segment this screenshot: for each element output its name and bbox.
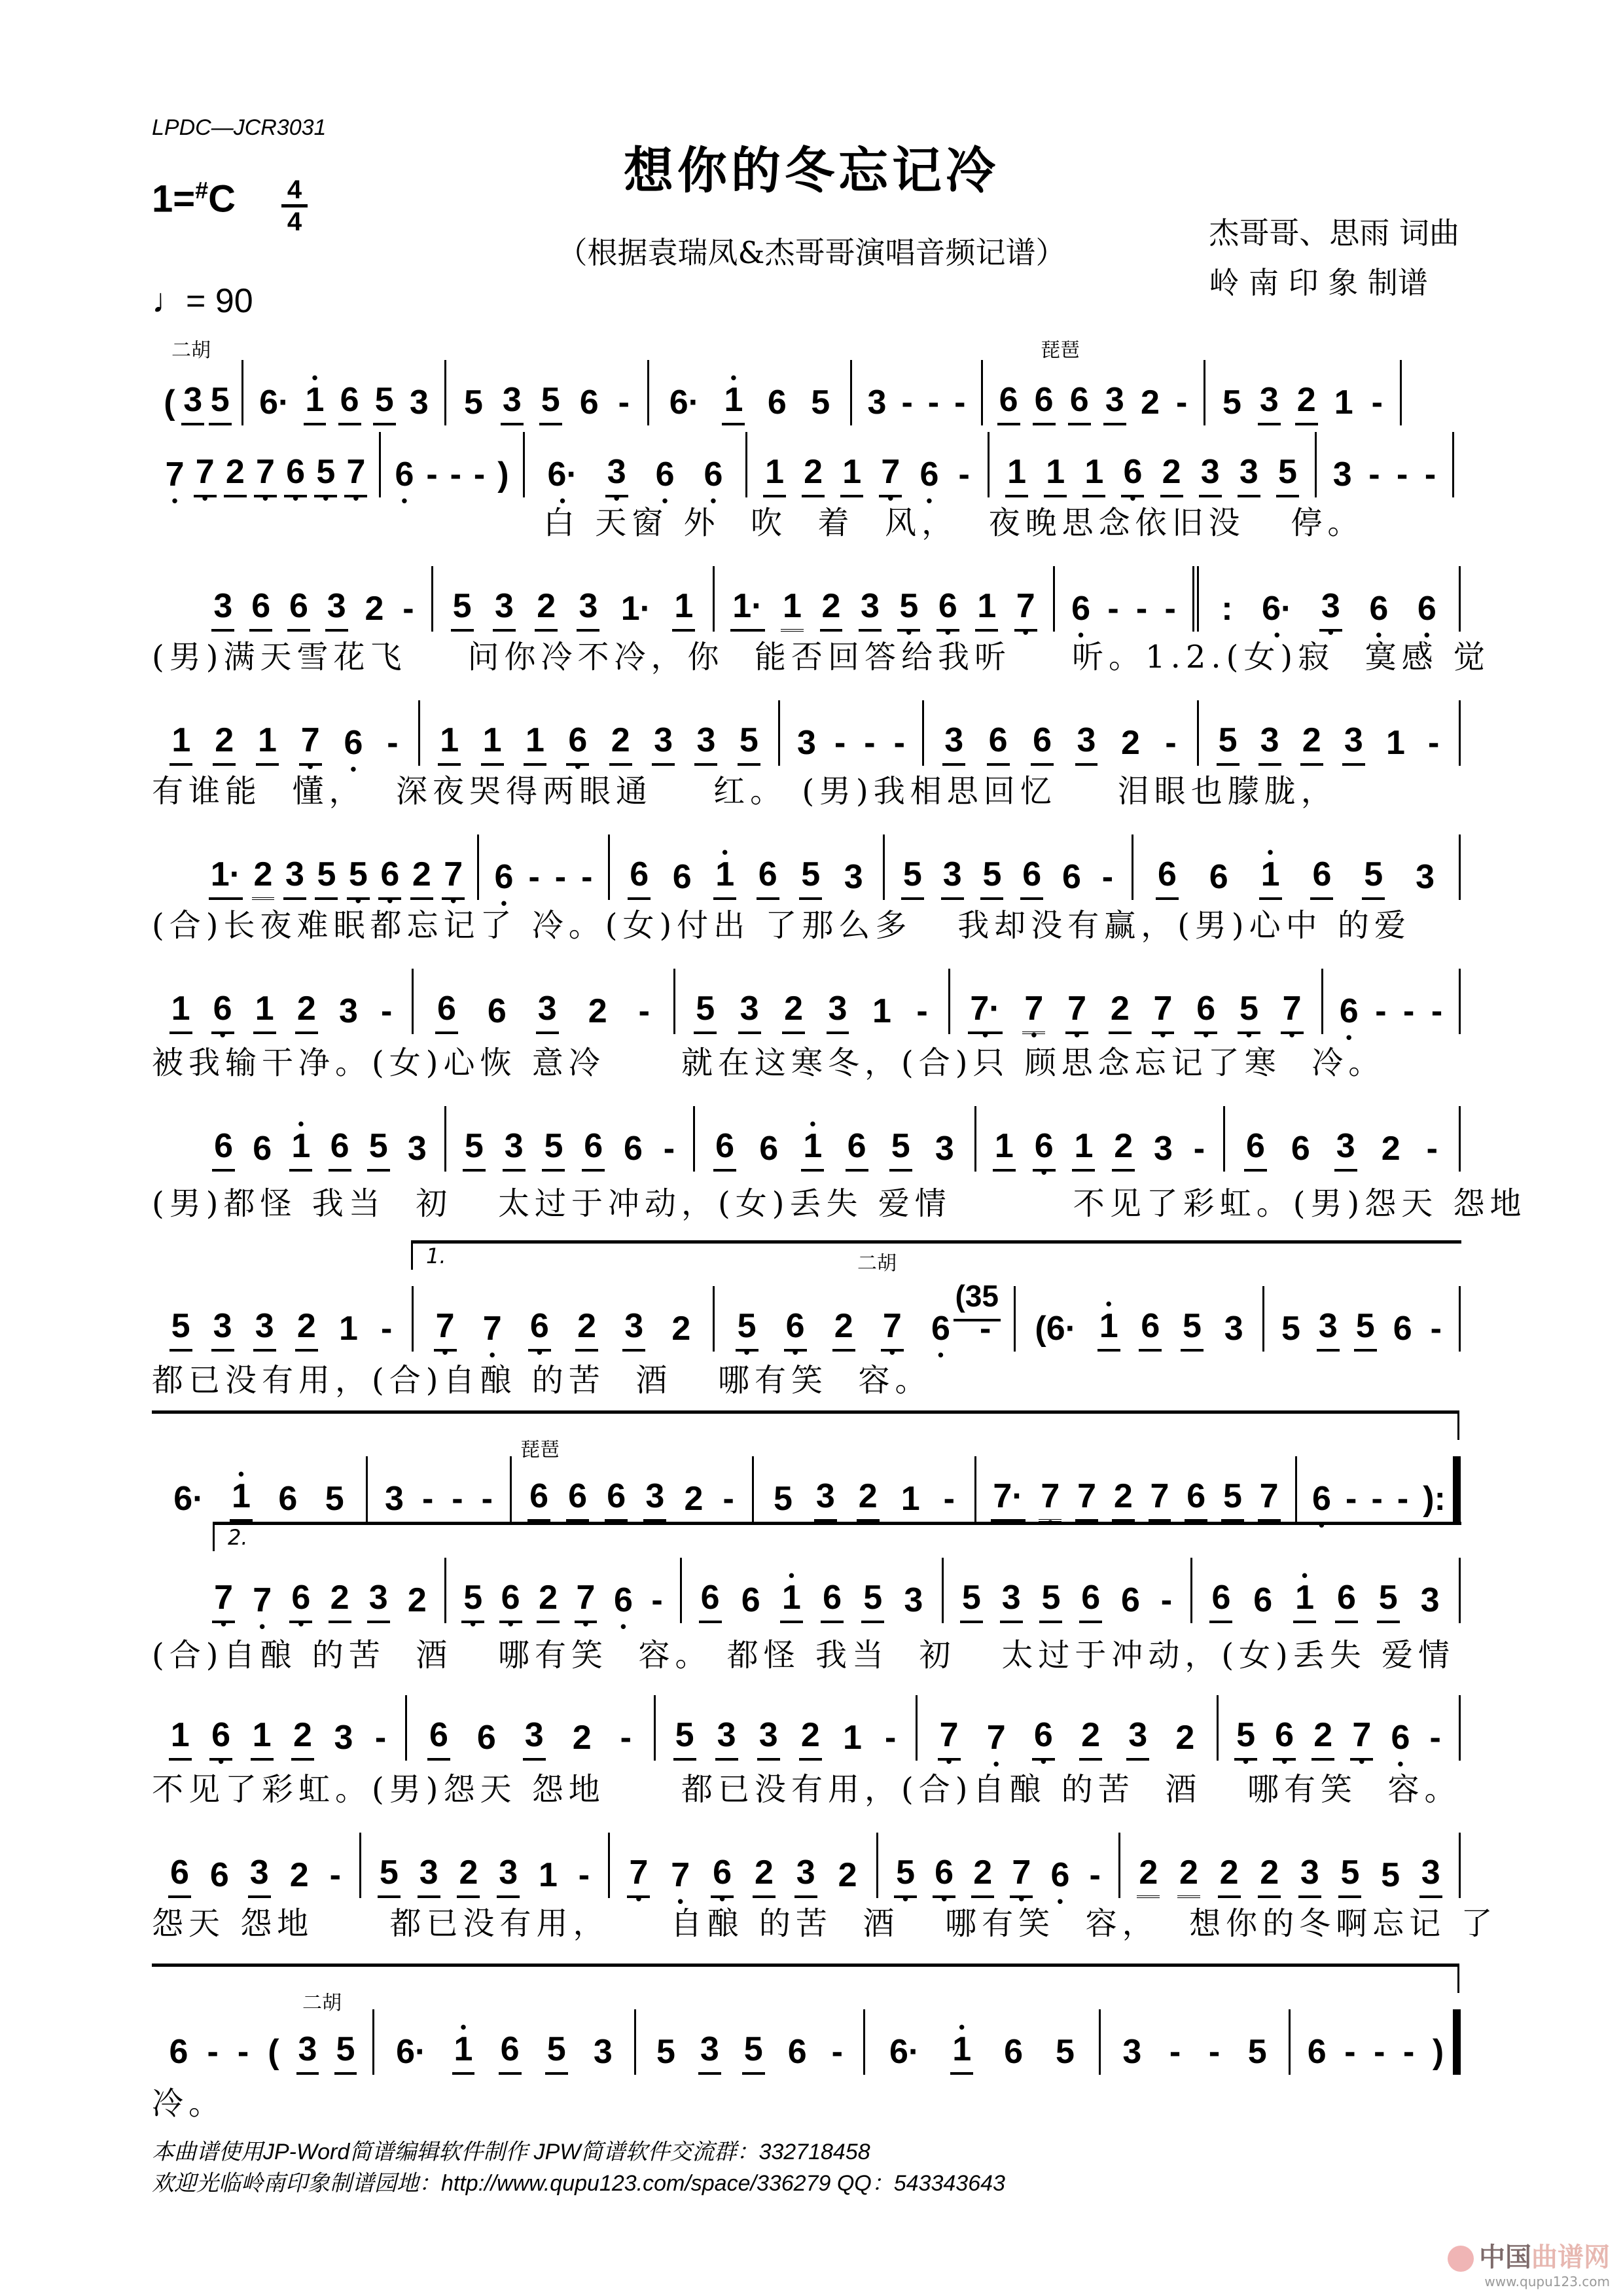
- measure: 3 6 6 3 2 -: [152, 566, 433, 632]
- tempo-value: = 90: [186, 282, 253, 320]
- measure: 6· • 1 6 5: [865, 2009, 1101, 2075]
- staff-row: [152, 828, 1461, 900]
- measure: 6 - - - ): [1291, 2009, 1461, 2075]
- measure: 5 3 5 6 -: [1264, 1286, 1461, 1352]
- staff-row: [152, 2003, 1461, 2075]
- measure: 5 3 2 1 -: [1205, 360, 1402, 425]
- measure: 7 • 7 • 6 • 2 3 2: [918, 1695, 1219, 1761]
- time-denominator: 4: [287, 207, 302, 236]
- staff-row: [152, 353, 1461, 425]
- key-signature: [152, 177, 236, 221]
- volta-bracket-first: [411, 1240, 1461, 1270]
- staff-row: [152, 694, 1461, 766]
- lyric-line: 怨天 怨地 都已没有用， 自酿 的苦 酒 哪有笑 容， 想你的冬啊忘记 了: [152, 1905, 1498, 1942]
- measure: 6 6 • 1 6 5 3: [1133, 834, 1461, 900]
- measure: 5 3 2 3 1 -: [361, 1833, 610, 1898]
- instrument-label-erhu: 二胡: [302, 1992, 342, 2015]
- measure: 5 • 6 • 2 7 • 6 • -: [446, 1558, 682, 1623]
- footer-software-note: 本曲谱使用JP-Word简谱编辑软件制作 JPW简谱软件交流群：332718458: [152, 2140, 870, 2164]
- measure: 5 • 6 • 2 7 • 6 • -: [878, 1833, 1120, 1898]
- lyric-line: 白 天窗 外 吹 着 风， 夜晚思念依旧没 停。: [543, 505, 1364, 541]
- measure: 1 1 1 6 • 2 3 3 5: [990, 432, 1317, 497]
- instrument-label-erhu: 二胡: [171, 339, 211, 362]
- lyricist-composer: 杰哥哥、思雨 词曲: [1209, 215, 1459, 251]
- lyric-line: 都已没有用，(合)自酿 的苦 酒 哪有笑 容。: [152, 1362, 932, 1399]
- key-prefix: 1=: [152, 177, 196, 221]
- measure: 6· • 3 • 6 • 6 •: [525, 432, 747, 497]
- measure: 5 3 2 3 1 -: [1199, 700, 1461, 766]
- measure: 5 • 6 • 2 7 • 6 • - (35: [715, 1286, 1016, 1352]
- measure: 1 6 • 1 2 3 -: [152, 1695, 407, 1761]
- measure: 7 • 7 • 6 • 2 3 2: [414, 1286, 715, 1352]
- measure: 6 6 6 3 2 -: [983, 360, 1205, 425]
- measure: 3 - - -: [780, 700, 924, 766]
- measure: 3 - - -: [852, 360, 983, 425]
- measure: 1· 1 2 3 5 • 6 • 1 7 •: [715, 566, 1055, 632]
- sharp-icon: #: [195, 177, 209, 204]
- staff-row: [152, 1280, 1461, 1352]
- watermark-brand: 中国: [1479, 2242, 1531, 2272]
- measure: 5 3 2 1 -: [754, 1456, 976, 1522]
- measure: 5 3 2 3 1· 1: [433, 566, 715, 632]
- measure: 6 6 3 2 -: [407, 1695, 656, 1761]
- watermark-brand-suffix: 曲谱网: [1531, 2242, 1610, 2272]
- measure: 7 • 7 • 6 • 2 3 2: [152, 1558, 446, 1623]
- measure: 6· • 1 6 5: [152, 1456, 368, 1522]
- measure: 5 3 2 3 1 -: [675, 969, 950, 1034]
- measure: 6 6 • 1 6 5 3: [152, 1106, 446, 1172]
- measure: : 6· • 3 • 6 • 6 •: [1199, 566, 1461, 632]
- staff-row: [152, 1689, 1461, 1761]
- key-note: C: [208, 177, 236, 221]
- lyric-line: 冷。: [152, 2085, 226, 2122]
- measure: 6 • - - -: [1055, 566, 1199, 632]
- measure: 3 - - -: [1317, 432, 1454, 497]
- watermark: [1448, 2236, 1610, 2289]
- lyric-line: (男)都怪 我当 初 太过于冲动，(女)丢失 爱情 不见了彩虹。(男)怨天 怨地: [152, 1185, 1527, 1222]
- measure: 6 6 3 2 -: [414, 969, 675, 1034]
- measure: 5 3 3 2 1 -: [656, 1695, 918, 1761]
- staff-row: [152, 425, 1461, 497]
- instrument-label-pipa: 琵琶: [520, 1439, 560, 1462]
- measure: 1· 2 3 5 5 • 6 • 2 7 •: [152, 834, 479, 900]
- measure: 7· • 7 • 7 • 2 7 • 6 • 5 • 7 •: [950, 969, 1323, 1034]
- measure: 7 • 7 • 6 • 2 3 2: [610, 1833, 878, 1898]
- tempo-marking: [152, 281, 253, 321]
- time-numerator: 4: [287, 175, 302, 204]
- measure: 7· • 7 • 7 • 2 7 • 6 • 5 • 7 •: [976, 1456, 1297, 1522]
- measure: 6 6 • 1 6 5 3: [610, 834, 885, 900]
- lyric-line: 不见了彩虹。(男)怨天 怨地 都已没有用，(合)自酿 的苦 酒 哪有笑 容。: [152, 1771, 1461, 1808]
- staff-row: [152, 1100, 1461, 1172]
- measure: 6 6 • 1 6 5 3: [1192, 1558, 1461, 1623]
- measure: 3 - - 5: [1101, 2009, 1291, 2075]
- footer-website-note: 欢迎光临岭南印象制谱园地：http://www.qupu123.com/space/336279 QQ：543343643: [152, 2171, 1005, 2196]
- measure: 6 6 • 1 6 5 3: [682, 1558, 944, 1623]
- staff-row: [152, 1551, 1461, 1623]
- arranger: 岭 南 印 象 制谱: [1209, 265, 1428, 300]
- measure: 6 • - - -: [1323, 969, 1461, 1034]
- staff-row: [152, 1450, 1461, 1522]
- watermark-url: www.qupu123.com: [1484, 2274, 1610, 2289]
- score-code: LPDC—JCR3031: [152, 115, 327, 140]
- measure: 7 • 7 • 2 7 • 6 • 5 • 7 •: [152, 432, 381, 497]
- lyric-line: (合)自酿 的苦 酒 哪有笑 容。 都怪 我当 初 太过于冲动，(女)丢失 爱情: [152, 1637, 1455, 1674]
- song-subtitle: （根据袁瑞凤&杰哥哥演唱音频记谱）: [557, 235, 1066, 270]
- measure: 3 - - -: [368, 1456, 512, 1522]
- measure: 6 - - ( 3 5: [152, 2009, 374, 2075]
- instrument-label-erhu: 二胡: [857, 1252, 897, 1275]
- coda-bracket: [152, 1964, 1459, 1993]
- lyric-line: 被我输干净。(女)心恢 意冷 就在这寒冬，(合)只 顾思念忘记了寒 冷。: [152, 1045, 1385, 1081]
- lyric-line: 有谁能 懂， 深夜哭得两眼通 红。 (男)我相思回忆 泪眼也朦胧，: [152, 773, 1338, 810]
- measure: 5 3 5 6 6 -: [944, 1558, 1192, 1623]
- measure: 6 6 • 1 6 5 3: [695, 1106, 976, 1172]
- measure: 5 3 3 2 1 -: [152, 1286, 414, 1352]
- measure: 1 6 • 1 2 3 -: [976, 1106, 1225, 1172]
- measure: 6 6 6 3 2 -: [512, 1456, 754, 1522]
- measure: 6 • - - - ):: [1297, 1456, 1461, 1522]
- measure: 5 3 5 6 6 -: [446, 1106, 695, 1172]
- volta-bracket-second: [213, 1522, 1461, 1551]
- measure: 6· • 1 6 5: [649, 360, 852, 425]
- staff-row: [152, 962, 1461, 1034]
- measure: ( 3 5: [152, 360, 243, 425]
- measure: 6· • 1 6 5 3: [243, 360, 446, 425]
- measure: 1 2 1 7 • 6 • -: [747, 432, 990, 497]
- quarter-note-icon: ♩: [152, 282, 186, 320]
- measure: 6 6 3 2 -: [1225, 1106, 1461, 1172]
- measure: 1 6 • 1 2 3 -: [152, 969, 414, 1034]
- measure: 2 2 2 2 3 5 5 3: [1120, 1833, 1461, 1898]
- measure: 5 • 6 • 2 7 • 6 • -: [1219, 1695, 1461, 1761]
- measure: 5 3 5 6 6 -: [885, 834, 1133, 900]
- staff-row: [152, 560, 1461, 632]
- volta-number: 1.: [426, 1244, 446, 1268]
- measure: 5 3 5 6 -: [446, 360, 649, 425]
- measure: (6· • 1 6 5 3: [1016, 1286, 1264, 1352]
- staff-row: [152, 1826, 1461, 1898]
- lyric-line: (男)满天雪花飞 问你冷不冷，你 能否回答给我听 听。1.2.(女)寂 寞感 觉: [152, 639, 1490, 675]
- instrument-label-pipa: 琵琶: [1041, 339, 1080, 362]
- song-title: 想你的冬忘记冷: [624, 141, 999, 200]
- time-signature: [281, 177, 308, 235]
- measure: 5 3 5 6 -: [636, 2009, 865, 2075]
- measure: 1 1 1 6 • 2 3 3 5: [420, 700, 780, 766]
- measure: 6 • - - -: [479, 834, 610, 900]
- qupu-logo-icon: [1448, 2246, 1474, 2272]
- volta-number: 2.: [228, 1525, 248, 1550]
- volta-bracket-continuation: [152, 1410, 1459, 1440]
- measure: 6 6 3 2 -: [152, 1833, 361, 1898]
- measure: 6· • 1 6 5 3: [374, 2009, 636, 2075]
- measure: 1 2 1 7 • 6 • -: [152, 700, 420, 766]
- measure: 6 • - - - ): [381, 432, 525, 497]
- lyric-line: (合)长夜难眠都忘记了 冷。(女)付出 了那么多 我却没有赢，(男)心中 的爱: [152, 907, 1411, 944]
- credits: [1209, 208, 1459, 308]
- measure: 3 6 6 3 2 -: [924, 700, 1199, 766]
